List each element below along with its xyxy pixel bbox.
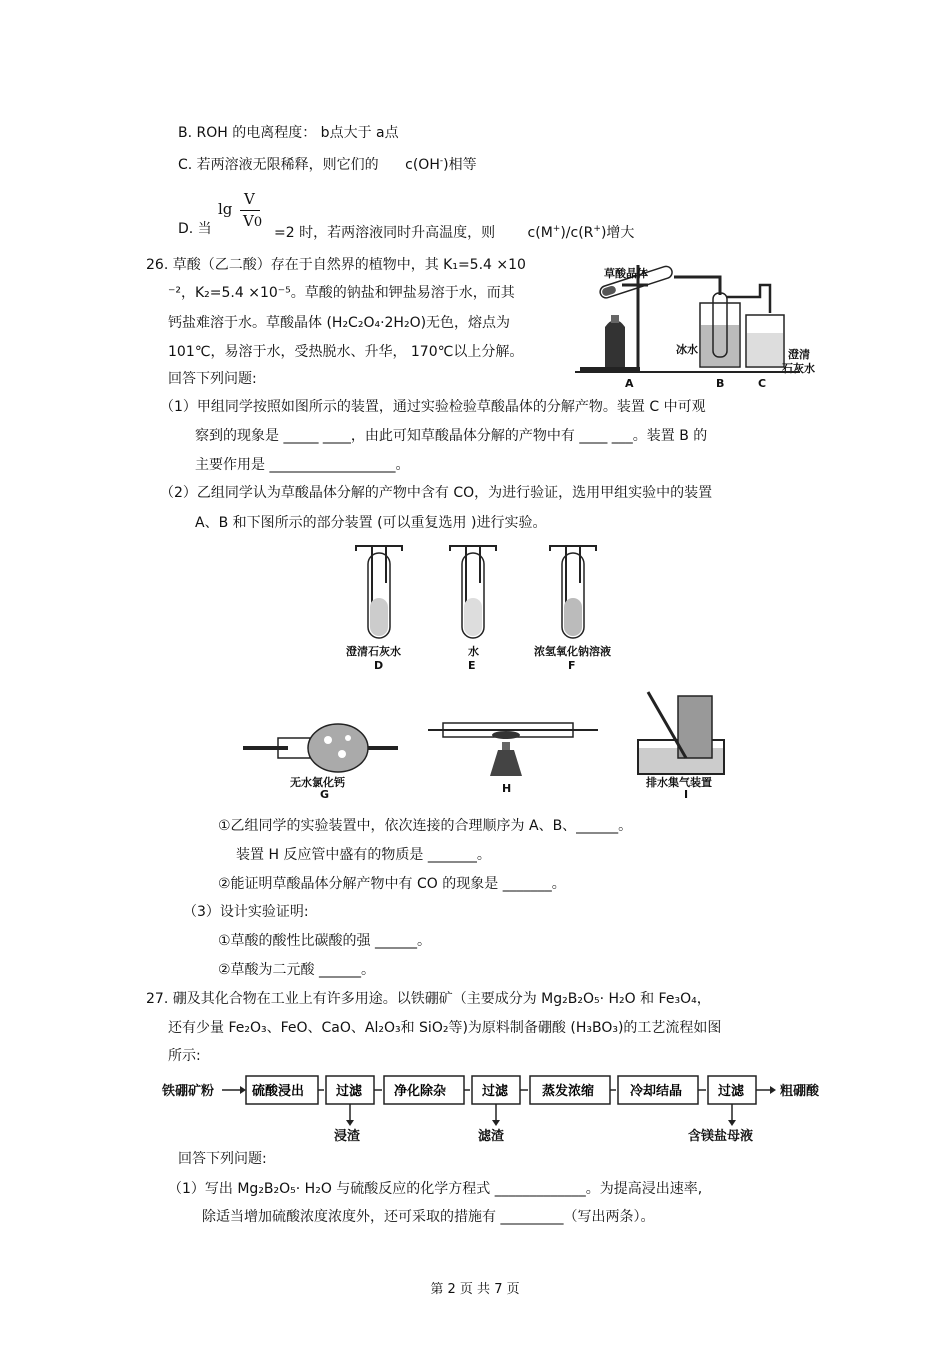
label-e: E [468,659,476,672]
label-g-cacl2: 无水氯化钙 [290,776,345,789]
q27-line1: 27. 硼及其化合物在工业上有许多用途。以铁硼矿（主要成分为 Mg₂B₂O₅· H₂O 和 Fe₃O₄， [146,991,711,1007]
q26-p1-line2: 察到的现象是 _____ ____，由此可知草酸晶体分解的产物中有 ____ ___。装置 B 的 [195,428,708,444]
svg-text:硫酸浸出: 硫酸浸出 [252,1084,305,1099]
q26-s1-line2: 装置 H 反应管中盛有的物质是 _______。 [236,847,491,863]
flow-step-6 [618,1076,698,1104]
flow-output-2: 滤渣 [478,1129,505,1144]
q26-p2-line2: A、B 和下图所示的部分装置 (可以重复选用 )进行实验。 [195,515,547,531]
q27-p1-line1: （1）写出 Mg₂B₂O₅· H₂O 与硫酸反应的化学方程式 _____________。为提高浸出速率, [168,1181,703,1197]
apparatus-d [346,546,402,672]
label-h: H [502,782,512,795]
label-g: G [320,788,330,801]
svg-text:蒸发浓缩: 蒸发浓缩 [542,1084,595,1099]
q26-s2: ②能证明草酸晶体分解产物中有 CO 的现象是 _______。 [218,876,566,892]
label-a: A [625,377,634,390]
label-d-lime: 澄清石灰水 [346,645,401,658]
flow-step-2 [326,1076,374,1104]
label-f: F [568,659,576,672]
delivery-tube-1 [674,277,720,295]
flow-step-7 [708,1076,756,1104]
flow-start: 铁硼矿粉 [162,1084,215,1099]
q26-line2: ⁻²，K₂=5.4 ×10⁻⁵。草酸的钠盐和钾盐易溶于水，而其 [168,285,515,301]
q26-p1-line1: （1）甲组同学按照如图所示的装置，通过实验检验草酸晶体的分解产物。装置 C 中可观 [160,399,706,415]
apparatus-i [638,692,724,801]
q27-p1-line2: 除适当增加硫酸浓度浓度外，还可采取的措施有 _________（写出两条）。 [202,1209,655,1225]
flow-step-3 [384,1076,464,1104]
apparatus-e [450,546,496,672]
svg-text:过滤: 过滤 [336,1084,363,1099]
alcohol-burner [605,320,625,367]
q26-p3-a: ①草酸的酸性比碳酸的强 ______。 [218,933,432,949]
q25-option-b: B. ROH 的电离程度： b点大于 a点 [178,125,399,141]
label-e-water: 水 [468,645,479,658]
q27-line2: 还有少量 Fe₂O₃、FeO、CaO、Al₂O₃和 SiO₂等)为原料制备硼酸 (H₃BO₃)的工艺流程如图 [168,1020,722,1036]
q25-option-c: C. 若两溶液无限稀释，则它们的 c(OH-)相等 [178,156,477,173]
svg-text:过滤: 过滤 [482,1084,509,1099]
q26-s1-line1: ①乙组同学的实验装置中，依次连接的合理顺序为 A、B、______。 [218,818,633,834]
flow-output-1: 浸渣 [334,1129,361,1144]
svg-text:冷却结晶: 冷却结晶 [630,1084,683,1099]
label-lime-2: 石灰水 [782,362,815,375]
apparatus-f [534,546,611,672]
flow-step-1 [246,1076,318,1104]
flow-step-4 [472,1076,520,1104]
label-ice-water: 冰水 [676,343,698,356]
label-b: B [716,377,725,390]
q26-p3: （3）设计实验证明: [183,904,309,920]
label-d: D [374,659,384,672]
flow-output-3: 含镁盐母液 [688,1129,754,1144]
figure-apparatus-def [328,543,628,673]
svg-text:净化除杂: 净化除杂 [394,1084,447,1099]
svg-text:过滤: 过滤 [718,1084,745,1099]
process-flow-chart [160,1072,840,1142]
q25-frac-bar [240,210,260,211]
label-i: I [684,788,689,801]
q25-option-d-body: =2 时，若两溶液同时升高温度，则 c(M+)/c(R+)增大 [274,224,635,241]
q25-frac-numerator: V [244,190,255,208]
q25-option-d-prefix: D. 当 [178,221,212,237]
q27-answer-intro: 回答下列问题: [178,1151,267,1167]
q27-line3: 所示: [168,1048,201,1064]
label-lime-1: 澄清 [788,348,810,361]
figure-apparatus-abc [570,255,815,390]
q25-lg-symbol: lg [218,200,233,218]
ice-water [701,325,739,366]
label-i-collection: 排水集气装置 [646,776,712,789]
label-f-naoh: 浓氢氧化钠溶液 [534,645,611,658]
q26-line5: 回答下列问题: [168,371,257,387]
label-c: C [758,377,767,390]
apparatus-h [428,723,598,795]
q26-line3: 钙盐难溶于水。草酸晶体 (H₂C₂O₄·2H₂O)无色，熔点为 [168,315,511,331]
q25-frac-denominator: V0 [243,212,263,230]
figure-apparatus-ghi [238,690,728,800]
q26-p1-line3: 主要作用是 __________________。 [195,457,410,473]
q26-line1: 26. 草酸（乙二酸）存在于自然界的植物中，其 K₁=5.4 ×10 [146,257,526,273]
q26-p2-line1: （2）乙组同学认为草酸晶体分解的产物中含有 CO，为进行验证，选用甲组实验中的装置 [160,485,713,501]
delivery-tube-2 [727,285,770,313]
flow-end: 粗硼酸 [780,1084,820,1099]
q26-p3-b: ②草酸为二元酸 ______。 [218,962,376,978]
flow-step-5 [530,1076,610,1104]
apparatus-g [243,724,398,801]
page-footer: 第 2 页 共 7 页 [430,1282,520,1297]
lime-water [747,333,783,366]
q26-line4: 101℃，易溶于水，受热脱水、升华， 170℃以上分解。 [168,344,524,360]
label-crystal: 草酸晶体 [604,267,648,280]
